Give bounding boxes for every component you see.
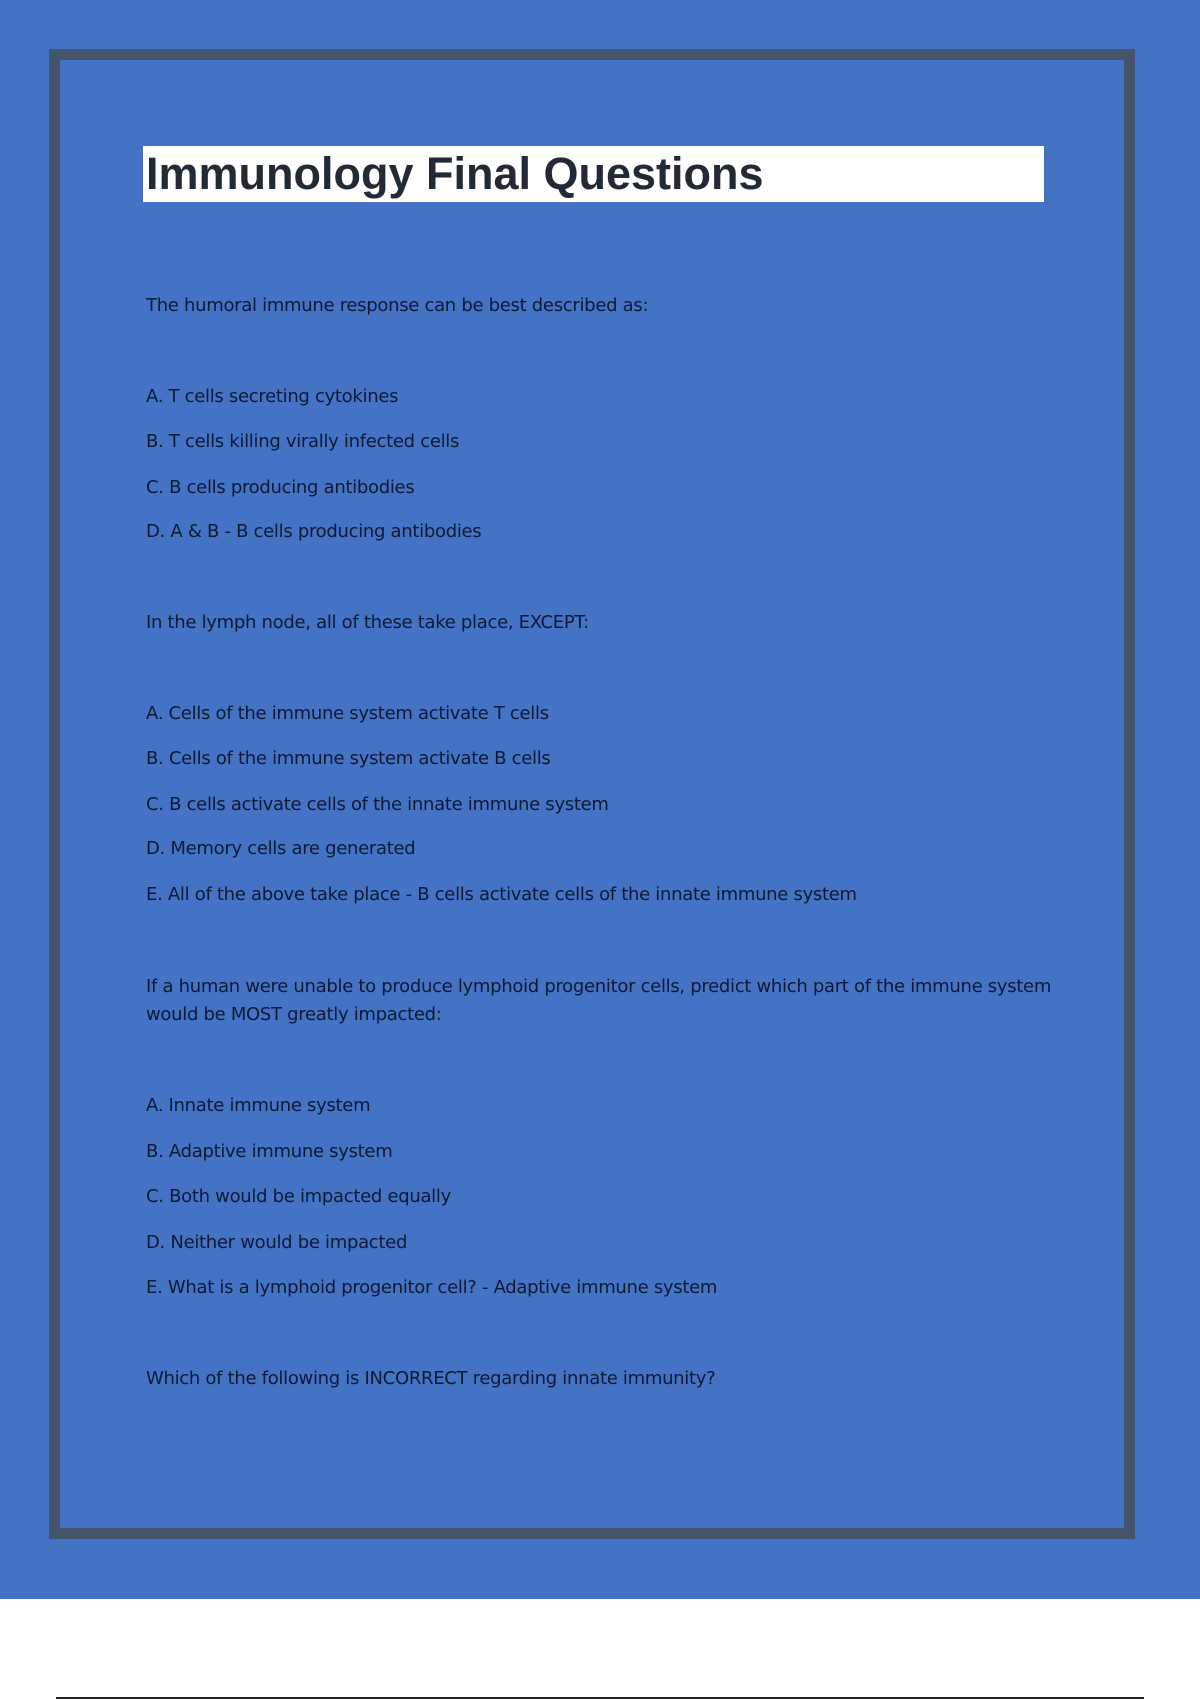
answer-option: C. B cells producing antibodies [146,477,415,498]
answer-option: E. All of the above take place - B cells activate cells of the innate immune system [146,884,857,905]
footer-divider [56,1697,1144,1699]
question-prompt: The humoral immune response can be best described as: [146,295,649,316]
answer-option: D. Neither would be impacted [146,1232,408,1253]
document-title: Immunology Final Questions [146,148,764,199]
answer-option: B. Cells of the immune system activate B cells [146,748,551,769]
answer-option: E. What is a lymphoid progenitor cell? - Adaptive immune system [146,1277,718,1298]
answer-option: C. Both would be impacted equally [146,1186,451,1207]
answer-option: B. Adaptive immune system [146,1141,393,1162]
title-box [143,146,1044,202]
question-prompt: In the lymph node, all of these take place, EXCEPT: [146,612,589,633]
question-prompt: Which of the following is INCORRECT regarding innate immunity? [146,1368,716,1389]
answer-option: B. T cells killing virally infected cells [146,431,460,452]
question-prompt: If a human were unable to produce lymphoid progenitor cells, predict which part of the immune system would be MOST greatly impacted: [146,976,1052,1025]
answer-option: A. Cells of the immune system activate T cells [146,703,549,724]
answer-option: D. A & B - B cells producing antibodies [146,521,482,542]
answer-option: C. B cells activate cells of the innate immune system [146,794,609,815]
answer-option: A. T cells secreting cytokines [146,386,399,407]
answer-option: A. Innate immune system [146,1095,371,1116]
answer-option: D. Memory cells are generated [146,838,416,859]
